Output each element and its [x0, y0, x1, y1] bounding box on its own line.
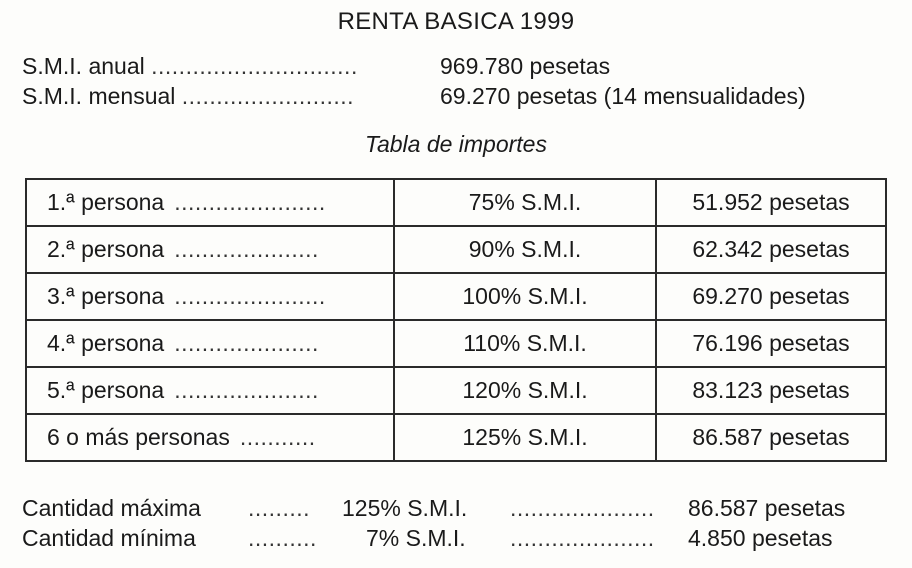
smi-annual-label: S.M.I. anual: [22, 53, 145, 79]
table-subtitle: Tabla de importes: [365, 131, 547, 157]
max-label: Cantidad máxima: [22, 495, 201, 521]
persona-dots: .....................: [174, 330, 319, 356]
persona-label: 5.ª persona: [47, 377, 165, 403]
percent-cell: 75% S.M.I.: [394, 179, 656, 226]
percent-cell: 125% S.M.I.: [394, 414, 656, 461]
persona-cell: [26, 367, 394, 414]
persona-cell: [26, 179, 394, 226]
persona-dots: ......................: [174, 189, 326, 215]
persona-cell: [26, 273, 394, 320]
persona-label: 3.ª persona: [47, 283, 165, 309]
persona-cell: [26, 320, 394, 367]
persona-dots: .....................: [174, 236, 319, 262]
persona-label: 4.ª persona: [47, 330, 165, 356]
table-row: [26, 320, 886, 367]
document-title: RENTA BASICA 1999: [337, 8, 575, 35]
smi-annual-dots: ..............................: [151, 53, 358, 79]
percent-cell: 120% S.M.I.: [394, 367, 656, 414]
table-row: [26, 414, 886, 461]
persona-cell: [26, 414, 394, 461]
min-dots-2: .....................: [510, 525, 655, 551]
smi-monthly-row: [22, 83, 806, 110]
max-dots-2: .....................: [510, 495, 655, 521]
amount-cell: 62.342 pesetas: [656, 226, 886, 273]
amount-cell: 51.952 pesetas: [656, 179, 886, 226]
smi-monthly-label: S.M.I. mensual: [22, 83, 176, 109]
smi-monthly-value: 69.270 pesetas (14 mensualidades): [440, 83, 806, 109]
table-row: [26, 226, 886, 273]
table-row: [26, 367, 886, 414]
min-dots-1: ..........: [248, 525, 317, 551]
percent-cell: 100% S.M.I.: [394, 273, 656, 320]
amount-cell: 69.270 pesetas: [656, 273, 886, 320]
persona-label: 1.ª persona: [47, 189, 165, 215]
max-amount: 86.587 pesetas: [688, 495, 846, 521]
smi-monthly-dots: .........................: [181, 83, 355, 109]
amount-cell: 83.123 pesetas: [656, 367, 886, 414]
amounts-table: [25, 178, 887, 462]
persona-dots: .....................: [174, 377, 319, 403]
amount-cell: 86.587 pesetas: [656, 414, 886, 461]
persona-label: 6 o más personas: [47, 424, 230, 450]
persona-label: 2.ª persona: [47, 236, 165, 262]
smi-annual-value: 969.780 pesetas: [440, 53, 611, 79]
persona-dots: ......................: [174, 283, 326, 309]
max-dots-1: .........: [248, 495, 311, 521]
amount-cell: 76.196 pesetas: [656, 320, 886, 367]
min-percent: 7% S.M.I.: [366, 525, 466, 551]
table-row: [26, 273, 886, 320]
persona-cell: [26, 226, 394, 273]
max-percent: 125% S.M.I.: [342, 495, 468, 521]
persona-dots: ...........: [239, 424, 316, 450]
table-row: [26, 179, 886, 226]
min-label: Cantidad mínima: [22, 525, 196, 551]
percent-cell: 110% S.M.I.: [394, 320, 656, 367]
smi-annual-row: [22, 53, 611, 80]
percent-cell: 90% S.M.I.: [394, 226, 656, 273]
min-amount: 4.850 pesetas: [688, 525, 833, 551]
